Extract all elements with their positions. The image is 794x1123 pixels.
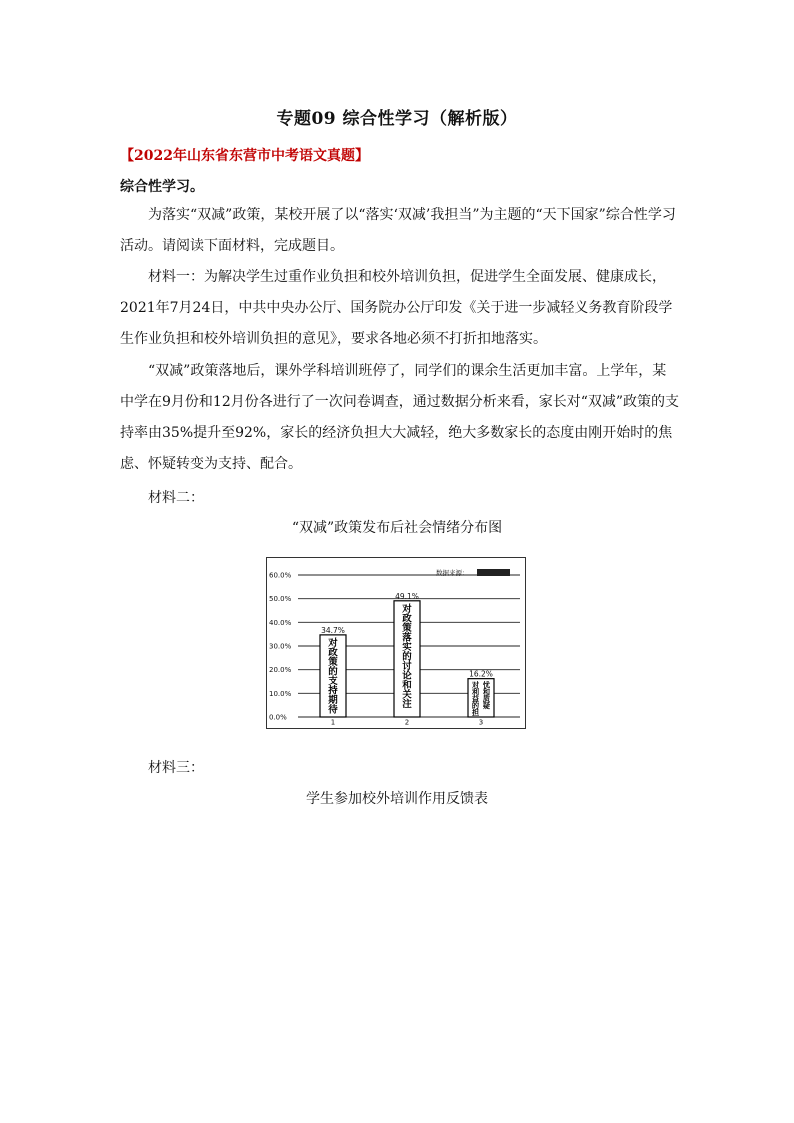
- legend-swatch: [477, 569, 510, 576]
- bar-inner-char: 支: [328, 675, 338, 687]
- bar-inner-char: 策: [328, 656, 338, 668]
- bar-inner-char: 落: [402, 632, 412, 644]
- bar-value-label: 34.7%: [321, 625, 345, 635]
- bar-inner-char: 持: [328, 685, 338, 697]
- bar-inner-char: 政: [328, 647, 338, 659]
- y-tick-label: 40.0%: [269, 618, 292, 627]
- bar-inner-char: 质: [482, 694, 491, 704]
- emotion-bar-chart: [266, 557, 526, 729]
- bar-inner-char: 实: [402, 641, 412, 653]
- bar-inner-char: 益: [471, 694, 480, 704]
- y-tick-label: 50.0%: [269, 595, 292, 604]
- section-heading: 综合性学习。: [120, 179, 204, 195]
- chart-title: “双减”政策发布后社会情绪分布图: [291, 520, 503, 536]
- bar-value-label: 49.1%: [395, 591, 419, 601]
- y-tick-label: 0.0%: [269, 713, 287, 722]
- y-tick-label: 30.0%: [269, 642, 292, 651]
- y-tick-label: 10.0%: [269, 689, 292, 698]
- y-tick-label: 60.0%: [269, 571, 292, 580]
- x-category-label: 1: [330, 718, 336, 727]
- table-title: 学生参加校外培训作用反馈表: [306, 791, 488, 807]
- exam-source-label: 【2022年山东省东营市中考语文真题】: [120, 148, 369, 164]
- bar-inner-char: 讨: [402, 660, 412, 672]
- bar-inner-char: 担: [471, 707, 480, 717]
- bar-inner-char: 的: [402, 651, 412, 663]
- intro-paragraph: 为落实“双减”政策，某校开展了以“落实‘双减’我担当”为主题的“天下国家”综合性学习活动。请阅读下面材料，完成题目。: [120, 207, 676, 254]
- x-category-label: 3: [478, 718, 484, 727]
- material3-label: 材料三：: [148, 760, 204, 776]
- bar-inner-char: 对: [402, 603, 412, 615]
- document-title: 专题09 综合性学习（解析版）: [276, 109, 518, 129]
- bar-inner-char: 对: [471, 680, 480, 690]
- bar-inner-char: 的: [328, 666, 338, 678]
- bar-value-label: 16.2%: [469, 669, 493, 679]
- survey-paragraph: “双减”政策落地后，课外学科培训班停了，同学们的课余生活更加丰富。上学年，某中学在9月份和12月份各进行了一次问卷调查，通过数据分析来看，家长对“双减”政策的支持率由35%提升至92%，家长的经济负担大大减轻，绝大多数家长的态度由刚开始时的焦虑、怀疑转变为支持、配合。: [120, 363, 680, 472]
- bar-inner-char: 期: [328, 694, 338, 706]
- bar-inner-char: 关: [402, 689, 412, 701]
- material1-paragraph: 材料一：为解决学生过重作业负担和校外培训负担，促进学生全面发展、健康成长，2021年7月24日，中共中央办公厅、国务院办公厅印发《关于进一步减轻义务教育阶段学生作业负担和校外培训负担的意见》，要求各地必须不打折扣地落实。: [120, 269, 673, 347]
- legend-label: 数据来源：: [436, 569, 469, 577]
- bar-inner-char: 疑: [482, 701, 491, 711]
- bar-inner-char: 策: [402, 622, 412, 634]
- bar-inner-char: 政: [402, 613, 412, 625]
- bar-inner-char: 忧: [482, 680, 491, 690]
- x-category-label: 2: [404, 718, 410, 727]
- bar-inner-char: 论: [402, 670, 412, 682]
- bar-inner-char: 利: [471, 687, 480, 697]
- y-tick-label: 20.0%: [269, 666, 292, 675]
- material2-label: 材料二：: [148, 490, 204, 506]
- bar-inner-char: 待: [328, 704, 338, 716]
- bar-inner-char: 对: [328, 637, 338, 649]
- bar-inner-char: 的: [471, 701, 480, 711]
- bar-inner-char: 和: [402, 679, 412, 691]
- bar-inner-char: 注: [402, 698, 412, 710]
- bar-inner-char: 和: [482, 687, 491, 697]
